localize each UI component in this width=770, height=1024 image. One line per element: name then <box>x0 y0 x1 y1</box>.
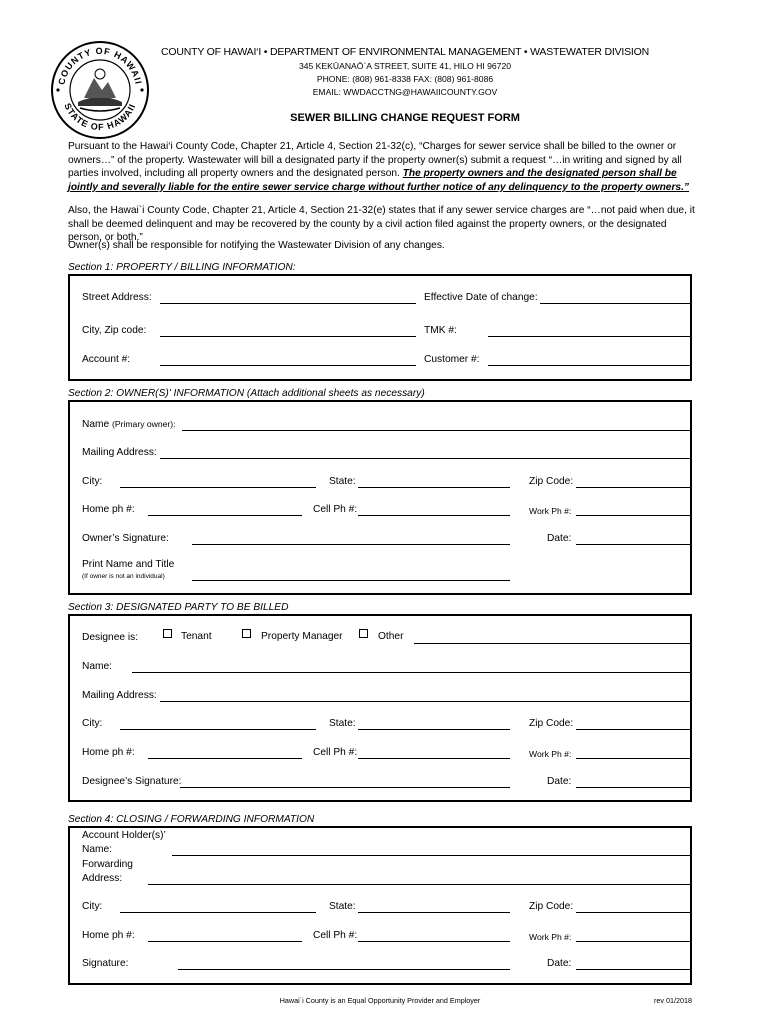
designee-signature-label: Designee’s Signature: <box>82 776 182 787</box>
other-checkbox[interactable] <box>359 629 368 638</box>
form-title: SEWER BILLING CHANGE REQUEST FORM <box>290 112 520 124</box>
forward-cell-label: Cell Ph #: <box>313 930 358 941</box>
account-label: Account #: <box>82 354 131 365</box>
forward-city-field[interactable] <box>120 912 316 913</box>
header-contact <box>150 60 660 100</box>
owner-home-field[interactable] <box>148 515 302 516</box>
forward-work-field[interactable] <box>576 941 692 942</box>
owner-name-note: (Primary owner): <box>112 419 176 429</box>
forward-state-field[interactable] <box>358 912 510 913</box>
property-manager-label: Property Manager <box>261 631 343 642</box>
owner-mailing-label: Mailing Address: <box>82 447 157 458</box>
county-seal <box>50 40 150 140</box>
intro-p1-text: Pursuant to the Hawai‘i County Code, Chapter 21, Article 4, Section 21-32(c), “Charges for sewer service shall be billed to the owner or owners…” of the property. Wastewater will bill a designated party if the property owner(s) submit a request “…in writing and signed by all parties involved, including all property owners and the designated person. <box>68 141 682 180</box>
header-email: EMAIL: WWDACCTNG@HAWAIICOUNTY.GOV <box>312 87 498 98</box>
effective-date-field[interactable] <box>540 303 692 304</box>
designee-zip-field[interactable] <box>576 729 692 730</box>
section4-heading: Section 4: CLOSING / FORWARDING INFORMATION <box>68 814 315 825</box>
owner-date-field[interactable] <box>576 544 692 545</box>
forwarding-address-field[interactable] <box>148 884 692 885</box>
print-name-note: (If owner is not an individual) <box>82 573 165 580</box>
intro-p1-emphasis: The property owners and the designated person shall be jointly and severally liable for the entire sewer service charge without further notice of any delinquency to the property owners.” <box>68 168 690 193</box>
designee-date-label: Date: <box>547 776 572 787</box>
property-manager-checkbox[interactable] <box>242 629 251 638</box>
designee-mailing-field[interactable] <box>160 701 692 702</box>
designee-city-label: City: <box>82 718 103 729</box>
section1-heading: Section 1: PROPERTY / BILLING INFORMATION: <box>68 262 296 273</box>
svg-text:STATE OF HAWAII <box>62 102 137 133</box>
other-field[interactable] <box>414 643 692 644</box>
seal-top-text: COUNTY OF HAWAII <box>56 45 144 86</box>
seal-bottom-text: STATE OF HAWAII <box>62 101 138 133</box>
forward-home-field[interactable] <box>148 941 302 942</box>
print-name-label: Print Name and Title <box>82 559 175 570</box>
header-org-line: COUNTY OF HAWAI‘I • DEPARTMENT OF ENVIRONMENTAL MANAGEMENT • WASTEWATER DIVISION <box>160 46 649 58</box>
designee-home-label: Home ph #: <box>82 747 135 758</box>
forwarding-label-1: Forwarding <box>82 859 133 870</box>
print-name-field[interactable] <box>192 580 510 581</box>
tenant-checkbox[interactable] <box>163 629 172 638</box>
forward-work-label: Work Ph #: <box>529 932 572 942</box>
designee-mailing-label: Mailing Address: <box>82 690 157 701</box>
tenant-label: Tenant <box>181 631 212 642</box>
forwarding-label-2: Address: <box>82 873 123 884</box>
designee-cell-field[interactable] <box>358 758 510 759</box>
footer-eoe: Hawai`i County is an Equal Opportunity Provider and Employer <box>279 996 481 1005</box>
customer-field[interactable] <box>488 365 692 366</box>
designee-work-field[interactable] <box>576 758 692 759</box>
owner-zip-field[interactable] <box>576 487 692 488</box>
owner-work-field[interactable] <box>576 515 692 516</box>
account-field[interactable] <box>160 365 416 366</box>
forward-city-label: City: <box>82 901 103 912</box>
owner-cell-label: Cell Ph #: <box>313 504 358 515</box>
customer-label: Customer #: <box>424 354 480 365</box>
account-holder-label-2: Name: <box>82 844 113 855</box>
account-holder-field[interactable] <box>172 855 692 856</box>
street-label: Street Address: <box>82 292 152 303</box>
header-phone: PHONE: (808) 961-8338 FAX: (808) 961-8086 <box>316 74 494 85</box>
effective-date-label: Effective Date of change: <box>424 292 538 303</box>
designee-cell-label: Cell Ph #: <box>313 747 358 758</box>
header-address: 345 KEKŪANAŌ`A STREET, SUITE 41, HILO HI 96720 <box>298 61 512 71</box>
intro-paragraph-1 <box>68 140 696 194</box>
designee-is-label: Designee is: <box>82 632 139 643</box>
owner-cell-field[interactable] <box>358 515 510 516</box>
owner-date-label: Date: <box>547 533 572 544</box>
other-label: Other <box>378 631 404 642</box>
city-zip-label: City, Zip code: <box>82 325 147 336</box>
designee-state-field[interactable] <box>358 729 510 730</box>
intro-paragraph-2: Also, the Hawai`i County Code, Chapter 21, Article 4, Section 21-32(e) states that if any sewer service charges are “…not paid when due, it shall be deemed delinquent and may be recovered by the county by a civil action filed against the property owners, or the designated person, or both.” <box>68 205 695 244</box>
owner-home-label: Home ph #: <box>82 504 135 515</box>
section3-heading: Section 3: DESIGNATED PARTY TO BE BILLED <box>68 602 289 613</box>
designee-state-label: State: <box>329 718 356 729</box>
owner-name-label <box>82 419 176 430</box>
designee-name-label: Name: <box>82 661 113 672</box>
forward-signature-label: Signature: <box>82 958 129 969</box>
owner-city-field[interactable] <box>120 487 316 488</box>
forward-date-field[interactable] <box>576 969 692 970</box>
section4-box <box>68 826 692 985</box>
forward-home-label: Home ph #: <box>82 930 135 941</box>
designee-date-field[interactable] <box>576 787 692 788</box>
designee-city-field[interactable] <box>120 729 316 730</box>
forward-zip-label: Zip Code: <box>529 901 574 912</box>
owner-name-text: Name <box>82 419 110 430</box>
designee-work-label: Work Ph #: <box>529 749 572 759</box>
designee-name-field[interactable] <box>132 672 692 673</box>
owner-work-label: Work Ph #: <box>529 506 572 516</box>
owner-state-label: State: <box>329 476 356 487</box>
intro-paragraph-3: Owner(s) shall be responsible for notifying the Wastewater Division of any changes. <box>68 240 445 251</box>
designee-zip-label: Zip Code: <box>529 718 574 729</box>
tmk-label: TMK #: <box>424 325 457 336</box>
forward-zip-field[interactable] <box>576 912 692 913</box>
designee-home-field[interactable] <box>148 758 302 759</box>
street-field[interactable] <box>160 303 416 304</box>
forward-cell-field[interactable] <box>358 941 510 942</box>
footer-revision: rev 01/2018 <box>654 996 692 1005</box>
forward-date-label: Date: <box>547 958 572 969</box>
owner-zip-label: Zip Code: <box>529 476 574 487</box>
section2-heading: Section 2: OWNER(S)' INFORMATION (Attach additional sheets as necessary) <box>68 388 425 399</box>
tmk-field[interactable] <box>488 336 692 337</box>
designee-signature-field[interactable] <box>180 787 510 788</box>
owner-mailing-field[interactable] <box>160 458 692 459</box>
owner-state-field[interactable] <box>358 487 510 488</box>
city-zip-field[interactable] <box>160 336 416 337</box>
owner-name-field[interactable] <box>182 430 692 431</box>
forward-signature-field[interactable] <box>178 969 510 970</box>
forward-state-label: State: <box>329 901 356 912</box>
owner-signature-label: Owner’s Signature: <box>82 533 169 544</box>
account-holder-label-1: Account Holder(s)’ <box>82 830 166 841</box>
owner-signature-field[interactable] <box>192 544 510 545</box>
owner-city-label: City: <box>82 476 103 487</box>
